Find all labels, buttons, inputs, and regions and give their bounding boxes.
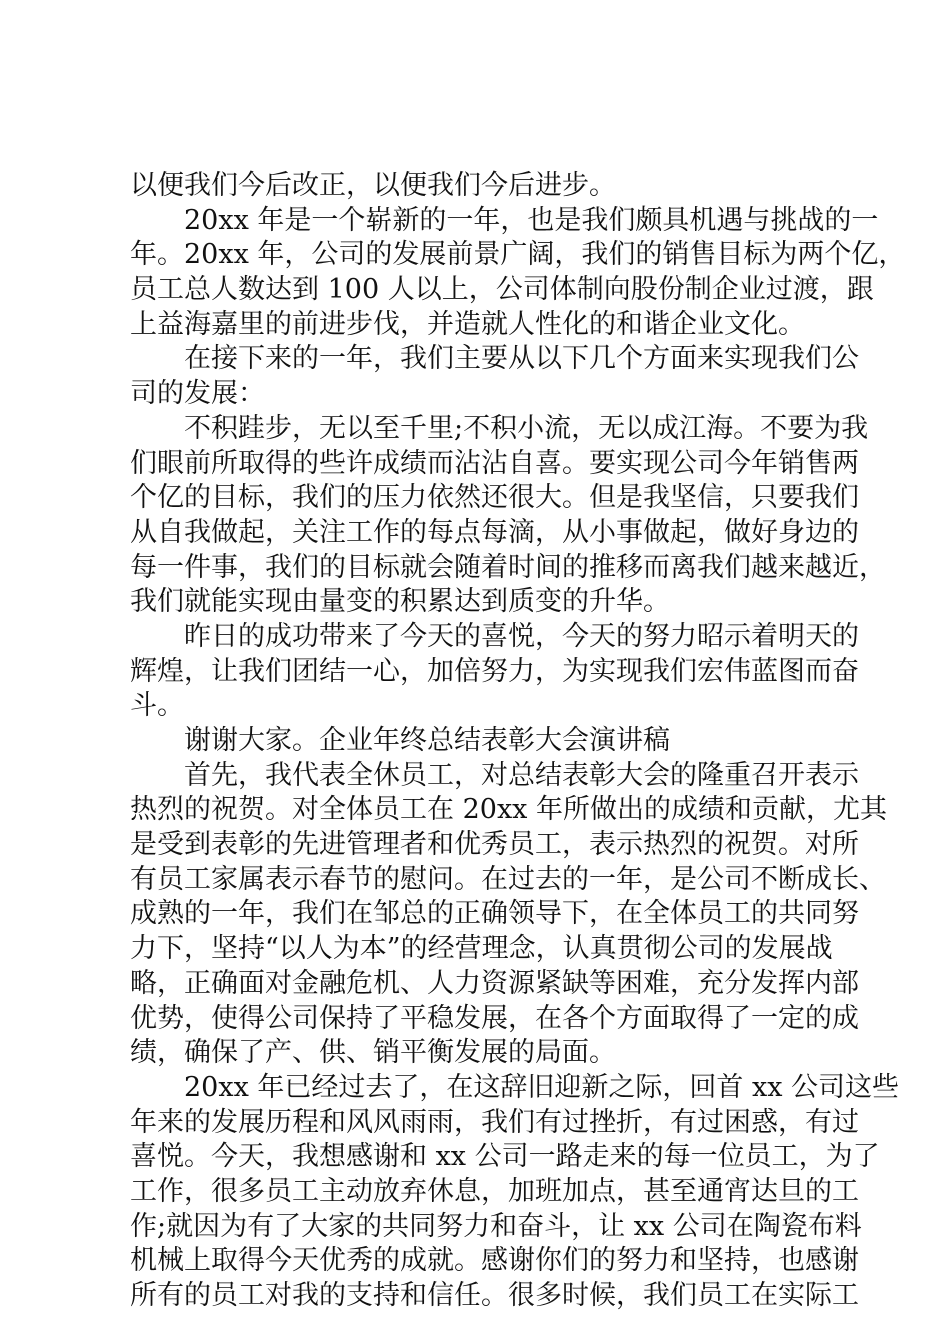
text-line: 热烈的祝贺。对全体员工在 20xx 年所做出的成绩和贡献，尤其 xyxy=(130,794,887,826)
paragraph xyxy=(130,759,887,1071)
paragraph xyxy=(130,1071,900,1314)
text-line: 绩，确保了产、供、销平衡发展的局面。 xyxy=(130,1037,616,1069)
text-line: 机械上取得今天优秀的成就。感谢你们的努力和坚持，也感谢 xyxy=(130,1245,859,1277)
text-line: 个亿的目标，我们的压力依然还很大。但是我坚信，只要我们 xyxy=(130,482,859,514)
text-line: 上益海嘉里的前进步伐，并造就人性化的和谐企业文化。 xyxy=(130,308,805,340)
text-line: 所有的员工对我的支持和信任。很多时候，我们员工在实际工 xyxy=(130,1280,859,1311)
paragraph xyxy=(130,724,840,759)
text-line: 优势，使得公司保持了平稳发展，在各个方面取得了一定的成 xyxy=(130,1002,859,1034)
text-line: 谢谢大家。企业年终总结表彰大会演讲稿 xyxy=(184,725,670,756)
text-line: 20xx 年已经过去了，在这辞旧迎新之际，回首 xx 公司这些 xyxy=(184,1071,900,1103)
paragraph xyxy=(130,204,906,343)
paragraph xyxy=(130,620,859,724)
paragraph xyxy=(130,412,886,620)
text-line: 斗。 xyxy=(130,690,184,722)
text-line: 司的发展： xyxy=(130,378,265,410)
text-line: 工作，很多员工主动放弃休息，加班加点，甚至通宵达旦的工 xyxy=(130,1175,859,1207)
text-line: 力下，坚持“以人为本”的经营理念，认真贯彻公司的发展战 xyxy=(130,933,833,965)
text-line: 年。20xx 年，公司的发展前景广阔，我们的销售目标为两个亿， xyxy=(130,239,906,271)
text-line: 员工总人数达到 100 人以上，公司体制向股份制企业过渡，跟 xyxy=(130,274,874,306)
text-line: 以便我们今后改正，以便我们今后进步。 xyxy=(130,170,616,201)
text-line: 喜悦。今天，我想感谢和 xx 公司一路走来的每一位员工，为了 xyxy=(130,1141,880,1173)
document-body xyxy=(130,169,906,1314)
text-line: 作;就因为有了大家的共同努力和奋斗，让 xx 公司在陶瓷布料 xyxy=(130,1210,862,1242)
text-line: 每一件事，我们的目标就会随着时间的推移而离我们越来越近， xyxy=(130,551,886,583)
text-line: 们眼前所取得的些许成绩而沾沾自喜。要实现公司今年销售两 xyxy=(130,447,859,479)
text-line: 年来的发展历程和风风雨雨，我们有过挫折，有过困惑，有过 xyxy=(130,1106,859,1138)
paragraph xyxy=(130,169,840,204)
text-line: 从自我做起，关注工作的每点每滴，从小事做起，做好身边的 xyxy=(130,516,859,548)
text-line: 昨日的成功带来了今天的喜悦，今天的努力昭示着明天的 xyxy=(184,620,859,652)
text-line: 略，正确面对金融危机、人力资源紧缺等困难，充分发挥内部 xyxy=(130,967,859,999)
text-line: 是受到表彰的先进管理者和优秀员工，表示热烈的祝贺。对所 xyxy=(130,829,859,861)
text-line: 首先，我代表全休员工，对总结表彰大会的隆重召开表示 xyxy=(184,759,859,791)
text-line: 20xx 年是一个崭新的一年，也是我们颇具机遇与挑战的一 xyxy=(184,204,879,236)
text-line: 在接下来的一年，我们主要从以下几个方面来实现我们公 xyxy=(184,343,859,375)
text-line: 不积跬步，无以至千里;不积小流，无以成江海。不要为我 xyxy=(184,412,869,444)
text-line: 我们就能实现由量变的积累达到质变的升华。 xyxy=(130,586,670,618)
text-line: 有员工家属表示春节的慰问。在过去的一年，是公司不断成长、 xyxy=(130,863,886,895)
text-line: 辉煌，让我们团结一心，加倍努力，为实现我们宏伟蓝图而奋 xyxy=(130,655,859,687)
text-line: 成熟的一年，我们在邹总的正确领导下，在全体员工的共同努 xyxy=(130,898,859,930)
paragraph xyxy=(130,342,859,411)
